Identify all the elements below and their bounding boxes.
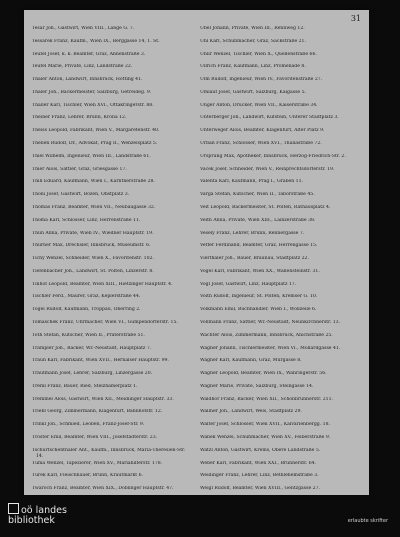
directory-entry: Vierthaler Joh., Bauer, Braunau, Stadtplatz 22.	[200, 256, 309, 262]
directory-entry: Thier Alois, Sattler, Graz, Griesgasse 17.	[32, 166, 127, 172]
left-column	[32, 26, 190, 490]
directory-entry: Tschurtschenthaler Ant., Kaufm., Innsbruck, Maria-Theresien-Str. 14.	[32, 447, 186, 459]
directory-entry: Trinkl Joh., Schmied, Leoben, Franz-Josef-Str. 9.	[32, 422, 145, 428]
directory-entry: Teufel Josef, k. k. Beamter, Graz, Annenstraße 3.	[32, 51, 146, 57]
directory-entry: Wagner Johann, Tischlermeister, Wien VI., Mollardgasse 41.	[200, 345, 341, 351]
directory-entry: Wagner Marie, Private, Salzburg, Steingasse 14.	[200, 383, 314, 389]
directory-entry: Thoma Karl, Schlosser, Linz, Herrenstraße 11.	[32, 217, 141, 223]
directory-entry: Thaler Anton, Landwirt, Innsbruck, Hötting 41.	[32, 77, 143, 83]
right-column	[200, 26, 358, 490]
directory-entry: Unterberger Joh., Landwirt, Kufstein, Unterer Stadtplatz 3.	[200, 115, 339, 121]
directory-entry: Weigl Rudolf, Beamter, Wien XVIII., Gentzgasse 27.	[200, 486, 320, 490]
directory-entry: Theiner Franz, Lehrer, Brünn, Kröna 12.	[32, 115, 127, 121]
directory-entry: Thaller Karl, Tischler, Wien XVI., Ottakringerstr. 88.	[32, 102, 154, 108]
directory-entry: Übel Johann, Private, Wien III., Rennweg 12.	[200, 26, 305, 31]
directory-entry: Uhl Karl, Schuhmacher, Graz, Sackstraße 21.	[200, 38, 306, 44]
directory-entry: Tremmel Alois, Gastwirt, Wien XII., Meidlinger Hauptstr. 33.	[32, 396, 174, 402]
directory-entry: Weber Karl, Fabrikant, Wien XXI., Brünnerstr. 64.	[200, 460, 317, 466]
directory-entry: Vetter Ferdinand, Beamter, Graz, Herrengasse 15.	[200, 243, 318, 249]
directory-entry: Tomaschek Franz, Uhrmacher, Wien VI., Gumpendorferstr. 15.	[32, 319, 178, 325]
directory-entry: Umlauf Josef, Gastwirt, Salzburg, Kaigasse 5.	[200, 89, 306, 95]
page-number: 31	[350, 14, 361, 23]
directory-entry: Thöni Josef, Gastwirt, Bozen, Obstplatz 3.	[32, 192, 130, 198]
directory-entry: Tögel Rudolf, Kaufmann, Troppau, Oberring 2.	[32, 307, 141, 313]
directory-entry: Thill Eduard, Kaufmann, Wien I., Kärntnerstraße 28.	[32, 179, 155, 185]
directory-entry: Watzl Anton, Gastwirt, Krems, Obere Landstraße 5.	[200, 447, 321, 453]
logo-line2: bibliothek	[8, 515, 55, 526]
directory-entry: Wagner Karl, Kaufmann, Graz, Murgasse 8.	[200, 358, 302, 364]
directory-entry: Treml Franz, Bauer, Ried, Stelzhamerplatz 1.	[32, 383, 138, 389]
directory-entry: Tessarek Franz, Kaufm., Wien IX., Berggasse 14, 1. St.	[32, 38, 160, 44]
directory-entry: Theiss Leopold, Fabrikant, Wien V., Margaretenstr. 40.	[32, 128, 160, 134]
logo-mark-icon	[8, 503, 19, 514]
directory-entry: Wallner Joh., Landwirt, Wels, Stadtplatz 29.	[200, 409, 302, 415]
directory-entry: Uhlir Wenzel, Tischler, Wien X., Quellenstraße 66.	[200, 51, 317, 57]
directory-entry: Teufel Marie, Private, Linz, Landstraße 22.	[32, 64, 133, 70]
directory-entry: Valenta Karl, Kaufmann, Prag I., Graben 11.	[200, 179, 303, 185]
directory-entry: Tuma Wenzel, Tapezierer, Wien XV., Mariahilferstr. 178.	[32, 460, 163, 466]
directory-entry: Vogel Karl, Fabrikant, Wien XX., Wallensteinstr. 31.	[200, 268, 320, 274]
document-page	[24, 10, 369, 495]
footer-right-text: erlaubte skrifter	[347, 518, 388, 524]
directory-entry: Urban Franz, Schlosser, Wien XVI., Thaliastraße 72.	[200, 141, 322, 147]
directory-entry: Tesar Joh., Gastwirt, Wien VIII., Lange G. 7.	[32, 26, 135, 31]
directory-entry: Thomas Franz, Beamter, Wien VII., Neubaugasse 32.	[32, 204, 156, 210]
library-logo[interactable]	[8, 503, 67, 526]
directory-entry: Thiel Wilhelm, Ingenieur, Wien III., Landstraße 61.	[32, 153, 151, 159]
directory-entry: Wanek Wenzel, Schuhmacher, Wien XV., Felberstraße 9.	[200, 435, 331, 440]
directory-entry: Thaler Joh., Bäckermeister, Salzburg, Getreideg. 9.	[32, 89, 152, 95]
directory-entry: Triebl Georg, Zimmermann, Klagenfurt, Bahnhofstr. 12.	[32, 409, 163, 415]
directory-entry: Vollmann Franz, Sattler, Wr.-Neustadt, Neunkirchnerstr. 13.	[200, 319, 341, 325]
directory-entry: Thun Anna, Private, Wien IV., Wiedner Hauptstr. 19.	[32, 230, 154, 236]
directory-entry: Voith Rudolf, Ingenieur, St. Pölten, Kremser G. 10.	[200, 294, 318, 300]
directory-entry: Wagner Leopold, Beamter, Wien IX., Währingerstr. 56.	[200, 371, 327, 377]
directory-entry: Tiefenbacher Joh., Landwirt, St. Pölten, Linzerstr. 8.	[32, 268, 154, 274]
directory-entry: Tischler Ferd., Maurer, Graz, Keplerstraße 44.	[32, 294, 141, 300]
directory-entry: Tichy Wenzel, Schneider, Wien X., Favoritenstr. 102.	[32, 256, 154, 262]
directory-entry: Tinhof Leopold, Beamter, Wien XIII., Hietzinger Hauptstr. 4.	[32, 281, 173, 287]
directory-entry: Veit Leopold, Bäckermeister, St. Pölten, Rathausplatz 4.	[200, 204, 331, 210]
directory-entry: Vogl Josef, Gastwirt, Linz, Hauptplatz 17.	[200, 281, 297, 287]
directory-entry: Varga Stefan, Kutscher, Wien II., Taborstraße 45.	[200, 192, 315, 198]
directory-entry: Ulm Rudolf, Ingenieur, Wien IV., Favoritenstraße 27.	[200, 77, 323, 83]
directory-entry: Vesely Franz, Lehrer, Brünn, Rennergasse 7.	[200, 230, 305, 236]
directory-entry: Unterweger Alois, Beamter, Klagenfurt, Alter Platz 9.	[200, 128, 325, 134]
directory-entry: Weidinger Franz, Lehrer, Linz, Bethlehemstraße 3.	[200, 473, 319, 479]
directory-entry: Ullrich Franz, Kaufmann, Linz, Promenade 8.	[200, 64, 306, 70]
directory-entry: Toth Stefan, Kutscher, Wien II., Praterstraße 51.	[32, 332, 145, 338]
directory-entry: Thurner Max, Drechsler, Innsbruck, Museumstr. 6.	[32, 243, 151, 249]
directory-entry: Volkmann Emil, Buchhändler, Wien I., Wollzeile 6.	[200, 307, 317, 313]
directory-entry: Wachter Alois, Zimmermann, Innsbruck, Anichstraße 25.	[200, 332, 333, 338]
directory-entry: Ursprung Max, Apotheker, Innsbruck, Herzog-Friedrich-Str. 2.	[200, 153, 346, 159]
directory-entry: Veith Anna, Private, Wien XIII., Lainzerstraße 38.	[200, 217, 316, 223]
directory-entry: Vacek Josef, Schneider, Wien V., Reinprechtsdorferstr. 19.	[200, 166, 335, 172]
directory-entry: Twaroch Franz, Beamter, Wien XIX., Döblinger Hauptstr. 47.	[32, 486, 174, 490]
directory-entry: Trautmann Josef, Lehrer, Salzburg, Linzergasse 20.	[32, 371, 153, 377]
directory-entry: Walter Josef, Schlosser, Wien XVII., Kalvarienbergg. 18.	[200, 422, 330, 428]
directory-entry: Trampler Joh., Bäcker, Wr.-Neustadt, Hauptplatz 7.	[32, 345, 152, 351]
directory-entry: Traun Karl, Fabrikant, Wien XVII., Hernalser Hauptstr. 99.	[32, 358, 169, 364]
directory-entry: Turek Karl, Fleischhauer, Brünn, Krautmarkt 6.	[32, 473, 143, 479]
directory-entry: Unger Anton, Drucker, Wien VII., Kaiserstraße 34.	[200, 102, 318, 108]
directory-entry: Waldhör Franz, Bäcker, Wien XII., Schönbrunnerstr. 211.	[200, 396, 333, 402]
directory-entry: Tröster Emil, Beamter, Wien VIII., Josefstädterstr. 23.	[32, 435, 158, 440]
logo-line1: oö landes	[21, 505, 67, 516]
directory-entry: Thenen Rudolf, Dr., Advokat, Prag II., Wenzelsplatz 5.	[32, 141, 158, 147]
